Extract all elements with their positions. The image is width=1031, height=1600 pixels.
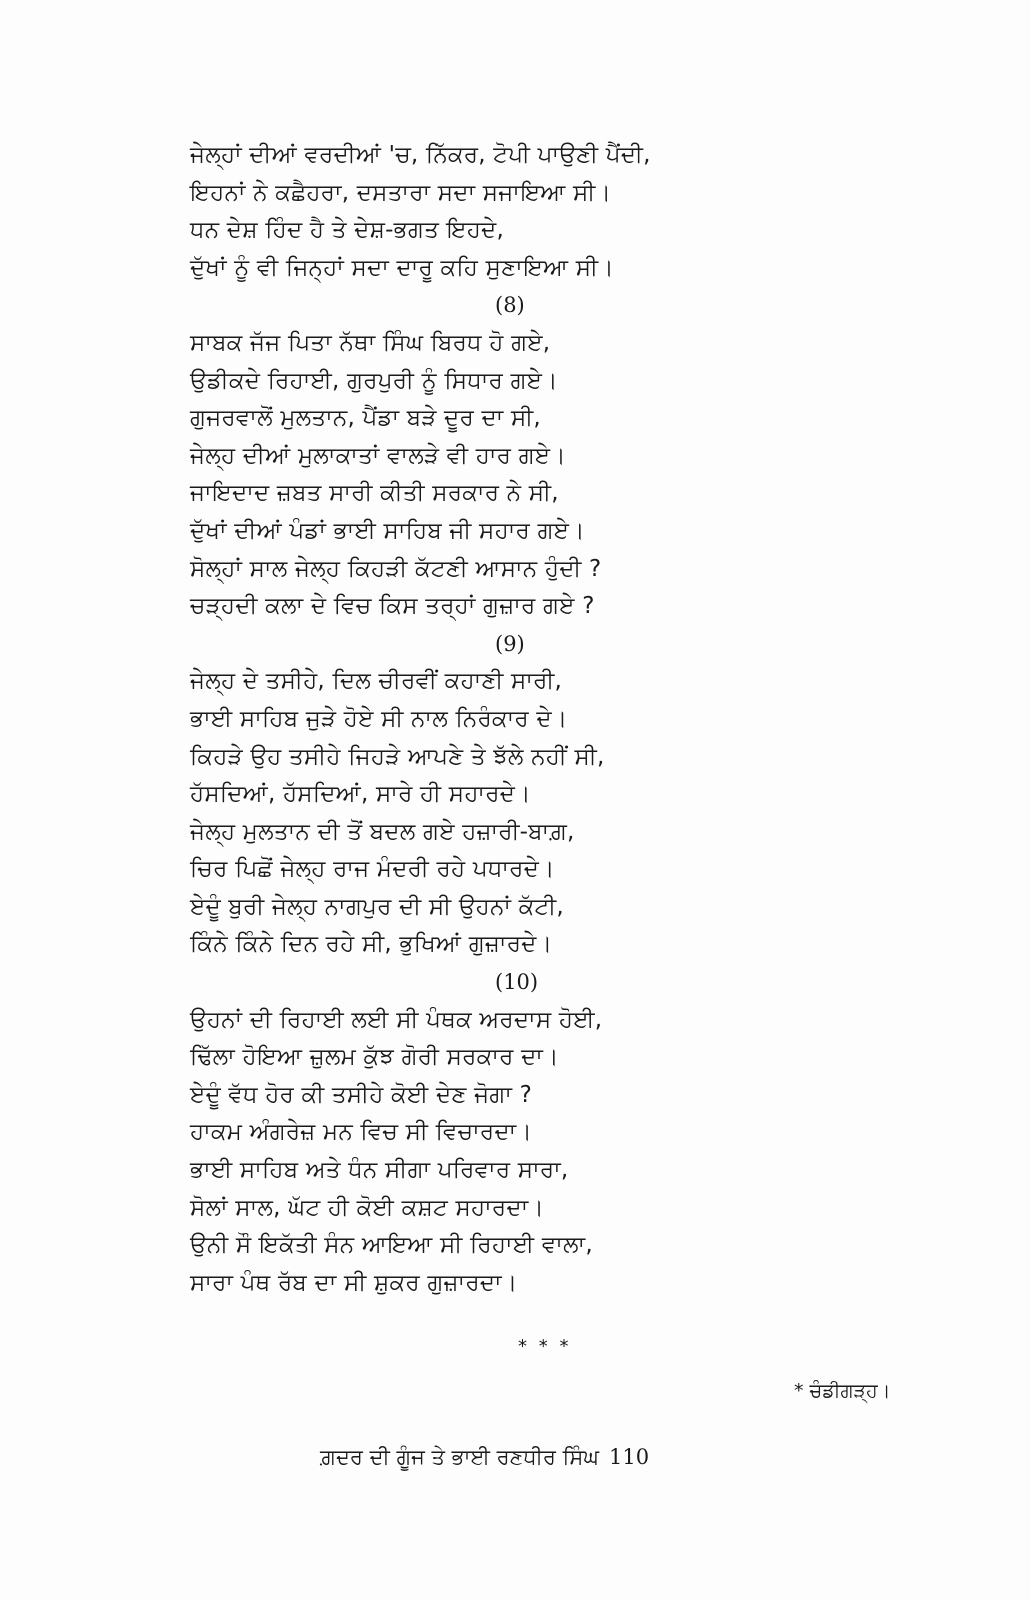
poem-line: ਸਾਬਕ ਜੱਜ ਪਿਤਾ ਨੱਥਾ ਸਿੰਘ ਬਿਰਧ ਹੋ ਗਏ, (190, 329, 551, 356)
poem-line: ਏਦੂੰ ਵੱਧ ਹੋਰ ਕੀ ਤਸੀਹੇ ਕੋਈ ਦੇਣ ਜੋਗਾ ? (190, 1081, 533, 1108)
poem-line: ਭਾਈ ਸਾਹਿਬ ਜੁੜੇ ਹੋਏ ਸੀ ਨਾਲ ਨਿਰੰਕਾਰ ਦੇ। (190, 705, 568, 732)
poem-line: ਉਨੀ ਸੌ ਇਕੱਤੀ ਸੰਨ ਆਇਆ ਸੀ ਰਿਹਾਈ ਵਾਲਾ, (190, 1232, 593, 1259)
poem-line: ਸਾਰਾ ਪੰਥ ਰੱਬ ਦਾ ਸੀ ਸ਼ੁਕਰ ਗੁਜ਼ਾਰਦਾ। (190, 1269, 518, 1296)
poem-line: ਹੱਸਦਿਆਂ, ਹੱਸਦਿਆਂ, ਸਾਰੇ ਹੀ ਸਹਾਰਦੇ। (190, 781, 531, 808)
stanza-number: (10) (495, 970, 539, 995)
poem-line: ਭਾਈ ਸਾਹਿਬ ਅਤੇ ਧੰਨ ਸੀਗਾ ਪਰਿਵਾਰ ਸਾਰਾ, (190, 1157, 569, 1184)
end-marker: * * * (518, 1336, 572, 1357)
poem-line: ਚਿਰ ਪਿਛੋਂ ਜੇਲ੍ਹ ਰਾਜ ਮੰਦਰੀ ਰਹੇ ਪਧਾਰਦੇ। (190, 856, 555, 883)
poem-line: ਕਿੰਨੇ ਕਿੰਨੇ ਦਿਨ ਰਹੇ ਸੀ, ਭੁਖਿਆਂ ਗੁਜ਼ਾਰਦੇ। (190, 931, 553, 958)
poem-line: ਉਹਨਾਂ ਦੀ ਰਿਹਾਈ ਲਈ ਸੀ ਪੰਥਕ ਅਰਦਾਸ ਹੋਈ, (190, 1006, 603, 1033)
poem-line: ਦੁੱਖਾਂ ਦੀਆਂ ਪੰਡਾਂ ਭਾਈ ਸਾਹਿਬ ਜੀ ਸਹਾਰ ਗਏ। (190, 517, 585, 544)
poem-body (190, 137, 750, 1302)
stanza-9 (190, 626, 750, 964)
poem-line: ਜੇਲ੍ਹ ਦੀਆਂ ਮੁਲਾਕਾਤਾਂ ਵਾਲੜੇ ਵੀ ਹਾਰ ਗਏ। (190, 442, 566, 469)
poem-line: ਚੜ੍ਹਦੀ ਕਲਾ ਦੇ ਵਿਚ ਕਿਸ ਤਰ੍ਹਾਂ ਗੁਜ਼ਾਰ ਗਏ ? (190, 593, 595, 620)
poem-line: ਗੁਜਰਵਾਲੋਂ ਮੁਲਤਾਨ, ਪੈਂਡਾ ਬੜੇ ਦੂਰ ਦਾ ਸੀ, (190, 405, 541, 432)
poem-line: ਜੇਲ੍ਹਾਂ ਦੀਆਂ ਵਰਦੀਆਂ 'ਚ, ਨਿੱਕਰ, ਟੋਪੀ ਪਾਉਣੀ ਪੈਂਦੀ, (190, 142, 651, 168)
poem-line: ਦੁੱਖਾਂ ਨੂੰ ਵੀ ਜਿਨ੍ਹਾਂ ਸਦਾ ਦਾਰੂ ਕਹਿ ਸੁਣਾਇਆ ਸੀ। (190, 254, 614, 281)
poem-line: ਜਾਇਦਾਦ ਜ਼ਬਤ ਸਾਰੀ ਕੀਤੀ ਸਰਕਾਰ ਨੇ ਸੀ, (190, 480, 559, 507)
poem-line: ਢਿੱਲਾ ਹੋਇਆ ਜ਼ੁਲਮ ਕੁੱਝ ਗੋਰੀ ਸਰਕਾਰ ਦਾ। (190, 1044, 559, 1071)
poem-line: ਧਨ ਦੇਸ਼ ਹਿੰਦ ਹੈ ਤੇ ਦੇਸ਼-ਭਗਤ ਇਹਦੇ, (190, 217, 504, 244)
book-title: ਗ਼ਦਰ ਦੀ ਗੂੰਜ ਤੇ ਭਾਈ ਰਣਧੀਰ ਸਿੰਘ (320, 1445, 599, 1469)
stanza-8 (190, 287, 750, 625)
poem-line: ਜੇਲ੍ਹ ਮੁਲਤਾਨ ਦੀ ਤੋਂ ਬਦਲ ਗਏ ਹਜ਼ਾਰੀ-ਬਾਗ਼, (190, 818, 575, 845)
poem-line: ਏਦੂੰ ਬੁਰੀ ਜੇਲ੍ਹ ਨਾਗਪੁਰ ਦੀ ਸੀ ਉਹਨਾਂ ਕੱਟੀ, (190, 893, 564, 920)
poem-line: ਸੋਲ੍ਹਾਂ ਸਾਲ ਜੇਲ੍ਹ ਕਿਹੜੀ ਕੱਟਣੀ ਆਸਾਨ ਹੁੰਦੀ ? (190, 555, 602, 582)
page-footer (320, 1445, 649, 1470)
poem-line: ਕਿਹੜੇ ਉਹ ਤਸੀਹੇ ਜਿਹੜੇ ਆਪਣੇ ਤੇ ਝੱਲੇ ਨਹੀਂ ਸੀ, (190, 743, 605, 770)
page-number: 110 (608, 1445, 650, 1469)
stanza-number: (9) (495, 631, 525, 656)
stanza-10 (190, 964, 750, 1302)
poem-line: ਜੇਲ੍ਹ ਦੇ ਤਸੀਹੇ, ਦਿਲ ਚੀਰਵੀਂ ਕਹਾਣੀ ਸਾਰੀ, (190, 668, 563, 695)
poem-line: ਉਡੀਕਦੇ ਰਿਹਾਈ, ਗੁਰਪੁਰੀ ਨੂੰ ਸਿਧਾਰ ਗਏ। (190, 367, 558, 394)
poem-line: ਇਹਨਾਂ ਨੇ ਕਛੈਹਰਾ, ਦਸਤਾਰਾ ਸਦਾ ਸਜਾਇਆ ਸੀ। (190, 179, 612, 206)
stanza-number: (8) (495, 293, 525, 318)
poem-line: ਹਾਕਮ ਅੰਗਰੇਜ਼ ਮਨ ਵਿਚ ਸੀ ਵਿਚਾਰਦਾ। (190, 1119, 533, 1146)
poem-line: ਸੋਲਾਂ ਸਾਲ, ਘੱਟ ਹੀ ਕੋਈ ਕਸ਼ਟ ਸਹਾਰਦਾ। (190, 1194, 545, 1221)
footnote: * ਚੰਡੀਗੜ੍ਹ। (794, 1380, 891, 1402)
intro-stanza (190, 137, 750, 287)
